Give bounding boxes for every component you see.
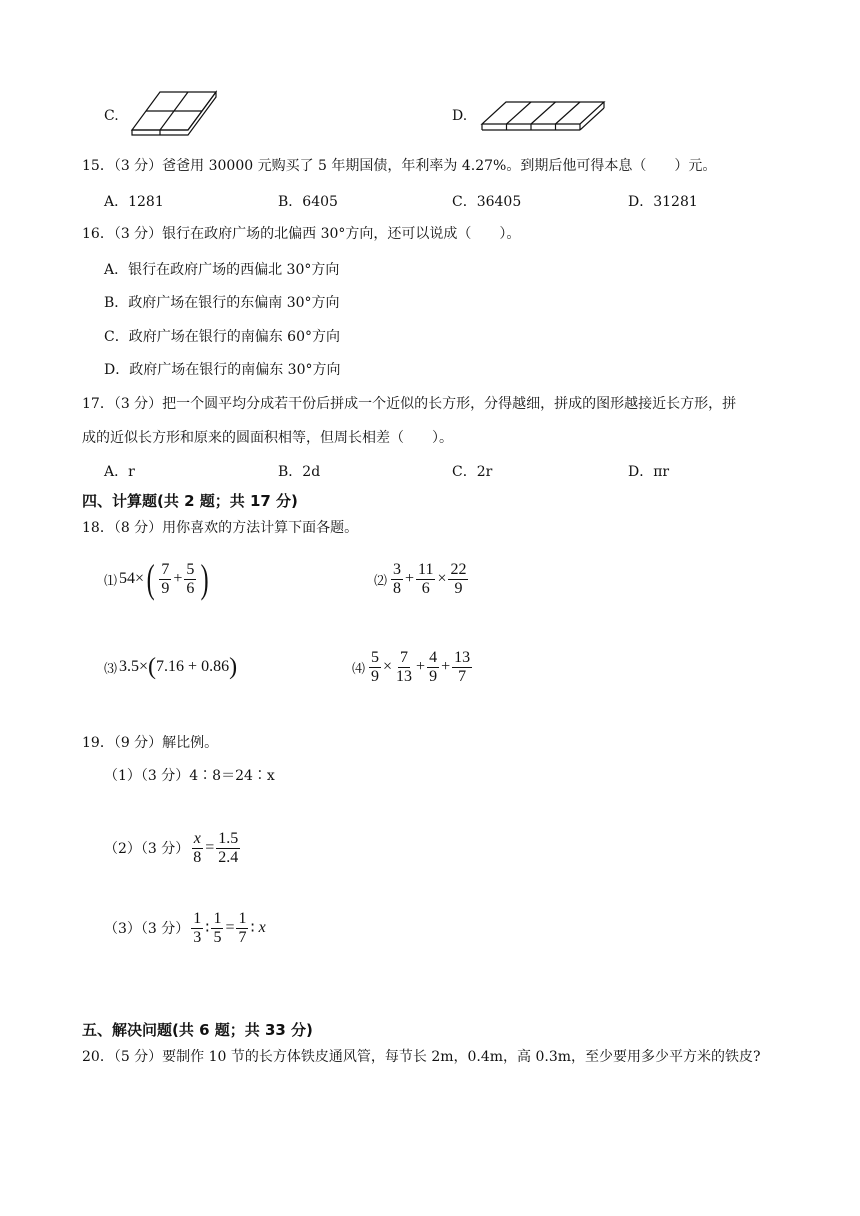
q19-stem: 19．（9 分）解比例。 <box>82 735 219 751</box>
q17-option-d: D．πr <box>628 464 670 480</box>
q18-problem-2: ⑵ $\frac{3}{8}$ + $\frac{11}{6}$ × $\frac{22}{9}$ <box>374 560 467 597</box>
q15-option-a: A．1281 <box>104 194 164 210</box>
q16-option-a: A．银行在政府广场的西偏北 30°方向 <box>104 262 340 278</box>
q17-stem-line2: 成的近似长方形和原来的圆面积相等，但周长相差（ ）。 <box>82 430 453 446</box>
q16-stem: 16．（3 分）银行在政府广场的北偏西 30°方向，还可以说成（ ）。 <box>82 226 521 242</box>
q18-problem-3: ⑶ 3.5 × ( 7.16 + 0.86 ) <box>104 654 238 680</box>
q19-problem-3: （3）（3 分） $\frac{1}{3}$ ∶ $\frac{1}{5}$ = $\frac{1}{7}$ ∶ x <box>104 909 266 946</box>
q14-option-c-label: C. <box>104 108 119 124</box>
q15-option-b: B．6405 <box>278 194 338 210</box>
q19-problem-1: （1）（3 分）4∶8＝24∶x <box>104 768 275 784</box>
section-5-title: 五、解决问题(共 6 题；共 33 分) <box>82 1021 313 1039</box>
q14-option-d-figure <box>480 98 606 132</box>
q17-option-a: A．r <box>104 464 135 480</box>
q15-stem: 15．（3 分）爸爸用 30000 元购买了 5 年期国债，年利率为 4.27%。到期后他可得本息（ ）元。 <box>82 158 717 174</box>
q17-option-c: C．2r <box>452 464 493 480</box>
q16-option-b: B．政府广场在银行的东偏南 30°方向 <box>104 295 340 311</box>
q15-option-c: C．36405 <box>452 194 522 210</box>
q16-option-d: D．政府广场在银行的南偏东 30°方向 <box>104 362 341 378</box>
q17-stem-line1: 17．（3 分）把一个圆平均分成若干份后拼成一个近似的长方形，分得越细，拼成的图形越接近长方形，拼 <box>82 396 737 412</box>
q18-stem: 18．（8 分）用你喜欢的方法计算下面各题。 <box>82 520 359 536</box>
q20-stem: 20．（5 分）要制作 10 节的长方体铁皮通风管，每节长 2m，0.4m，高 0.3m，至少要用多少平方米的铁皮? <box>82 1049 761 1065</box>
q14-option-c-figure <box>128 88 220 136</box>
q19-problem-2: （2）（3 分） $\frac{x}{8}$ = $\frac{1.5}{2.4}$ <box>104 829 239 866</box>
section-4-title: 四、计算题(共 2 题；共 17 分) <box>82 492 298 510</box>
q14-option-d-label: D. <box>452 108 468 124</box>
q16-option-c: C．政府广场在银行的南偏东 60°方向 <box>104 329 340 345</box>
q18-problem-4: ⑷ $\frac{5}{9}$ × $\frac{7}{13}$ + $\frac{4}{9}$ + $\frac{13}{7}$ <box>352 648 471 685</box>
q18-problem-1: ⑴ 54 × ( $\frac{7}{9}$ + $\frac{5}{6}$ ) <box>104 556 210 601</box>
q15-option-d: D．31281 <box>628 194 698 210</box>
q17-option-b: B．2d <box>278 464 321 480</box>
